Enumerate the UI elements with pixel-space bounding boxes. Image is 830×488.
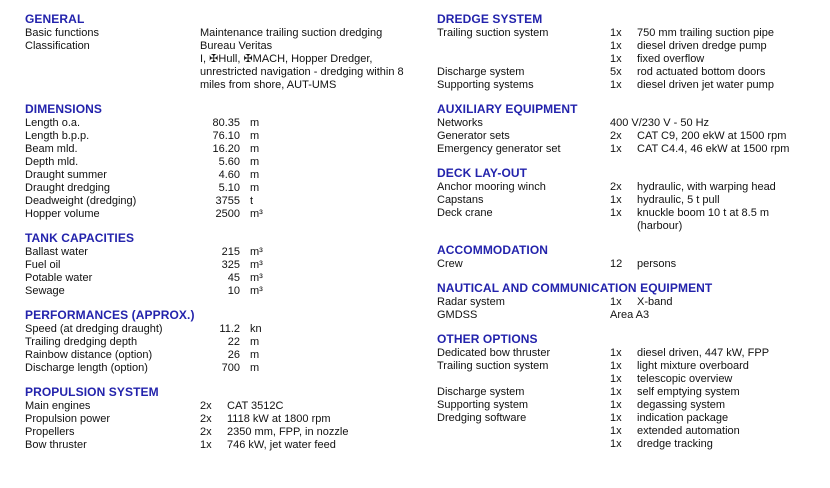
spec-label	[437, 53, 610, 66]
spec-value: I, ✠Hull, ✠MACH, Hopper Dredger,	[200, 53, 373, 65]
spec-value: 746 kW, jet water feed	[227, 439, 336, 451]
spec-number: 80.35	[212, 117, 240, 129]
spec-quantity: 1x	[610, 143, 622, 155]
spec-row	[437, 438, 830, 451]
spec-quantity: 1x	[610, 194, 622, 206]
spec-label	[437, 40, 610, 53]
spec-label: Propellers	[25, 426, 75, 438]
spec-value: unrestricted navigation - dredging within 8	[200, 66, 404, 78]
spec-unit: m	[250, 169, 260, 181]
spec-row	[25, 27, 437, 40]
spec-number: 700	[221, 362, 240, 374]
spec-label: Hopper volume	[25, 208, 100, 220]
spec-row	[437, 79, 830, 92]
section-title-general: GENERAL	[25, 12, 85, 26]
section-title-nautical-communication: NAUTICAL AND COMMUNICATION EQUIPMENT	[437, 281, 713, 295]
spec-value: Area A3	[610, 309, 650, 321]
spec-row	[25, 426, 437, 439]
spec-quantity: 2x	[200, 426, 212, 438]
section-dimensions	[25, 103, 437, 221]
spec-row	[25, 413, 437, 426]
spec-unit: m	[250, 117, 260, 129]
section-title-performances: PERFORMANCES (APPROX.)	[25, 308, 195, 322]
spec-quantity	[610, 220, 637, 233]
spec-number: 5.10	[218, 182, 240, 194]
spec-label: Basic functions	[25, 27, 99, 39]
spec-row	[25, 53, 437, 66]
section-propulsion-system	[25, 386, 437, 452]
spec-row	[25, 208, 437, 221]
spec-unit: m	[250, 143, 260, 155]
spec-label: Fuel oil	[25, 259, 61, 271]
spec-number: 4.60	[218, 169, 240, 181]
spec-value: 1118 kW at 1800 rpm	[227, 413, 331, 425]
spec-unit: m	[250, 182, 260, 194]
section-title-dimensions: DIMENSIONS	[25, 102, 103, 116]
section-title-other-options: OTHER OPTIONS	[437, 332, 538, 346]
spec-label: Sewage	[25, 285, 65, 297]
spec-row	[25, 195, 437, 208]
spec-label: Beam mld.	[25, 143, 78, 155]
spec-row	[437, 181, 830, 194]
spec-quantity: 12	[610, 258, 623, 270]
spec-row	[25, 349, 437, 362]
spec-number: 45	[227, 272, 240, 284]
spec-number: 11.2	[219, 323, 240, 335]
spec-quantity: 2x	[610, 181, 622, 193]
spec-label: Trailing suction system	[437, 27, 549, 39]
spec-label: Length b.p.p.	[25, 130, 90, 142]
spec-unit: m³	[250, 285, 263, 297]
spec-row	[437, 425, 830, 438]
section-performances	[25, 309, 437, 375]
spec-value: extended automation	[637, 425, 740, 437]
section-tank-capacities	[25, 232, 437, 298]
spec-value: light mixture overboard	[637, 360, 749, 372]
section-title-dredge-system: DREDGE SYSTEM	[437, 12, 543, 26]
spec-row	[25, 259, 437, 272]
spec-value: knuckle boom 10 t at 8.5 m	[637, 207, 770, 219]
spec-quantity: 1x	[610, 40, 622, 52]
spec-label: Radar system	[437, 296, 505, 308]
spec-quantity: 1x	[610, 425, 622, 437]
spec-row	[437, 27, 830, 40]
spec-row	[25, 336, 437, 349]
spec-row	[437, 412, 830, 425]
spec-row	[437, 373, 830, 386]
section-accommodation	[437, 244, 830, 271]
spec-label	[25, 79, 200, 92]
spec-value: diesel driven dredge pump	[637, 40, 767, 52]
spec-quantity: 1x	[610, 386, 622, 398]
spec-number: 26	[227, 349, 240, 361]
spec-row	[437, 66, 830, 79]
spec-label: Dedicated bow thruster	[437, 347, 551, 359]
spec-unit: m	[250, 349, 260, 361]
spec-label: Deadweight (dredging)	[25, 195, 137, 207]
spec-unit: kn	[250, 323, 262, 335]
spec-label: Supporting system	[437, 399, 529, 411]
spec-label: Rainbow distance (option)	[25, 349, 153, 361]
spec-number: 325	[221, 259, 240, 271]
spec-number: 22	[227, 336, 240, 348]
spec-label: Crew	[437, 258, 463, 270]
spec-row	[437, 130, 830, 143]
spec-row	[25, 117, 437, 130]
spec-label: Ballast water	[25, 246, 88, 258]
spec-quantity: 1x	[200, 439, 212, 451]
spec-row	[25, 400, 437, 413]
spec-quantity: 1x	[610, 53, 622, 65]
spec-label: Length o.a.	[25, 117, 81, 129]
spec-value: 750 mm trailing suction pipe	[637, 27, 774, 39]
spec-label: Trailing dredging depth	[25, 336, 138, 348]
spec-unit: m³	[250, 208, 263, 220]
spec-label: Trailing suction system	[437, 360, 549, 372]
spec-quantity: 2x	[200, 413, 212, 425]
spec-quantity: 1x	[610, 79, 622, 91]
spec-quantity: 1x	[610, 438, 622, 450]
right-column	[437, 13, 830, 488]
spec-quantity: 1x	[610, 27, 622, 39]
spec-row	[25, 130, 437, 143]
spec-value: 2350 mm, FPP, in nozzle	[227, 426, 349, 438]
spec-number: 10	[227, 285, 240, 297]
spec-number: 16.20	[212, 143, 240, 155]
section-dredge-system	[437, 13, 830, 92]
spec-value: 400 V/230 V - 50 Hz	[610, 117, 710, 129]
spec-label: Potable water	[25, 272, 93, 284]
spec-value: Bureau Veritas	[200, 40, 273, 52]
spec-row	[437, 143, 830, 156]
spec-value: hydraulic, 5 t pull	[637, 194, 720, 206]
spec-row	[437, 296, 830, 309]
spec-row	[437, 309, 830, 322]
spec-row	[437, 360, 830, 373]
section-title-auxiliary-equipment: AUXILIARY EQUIPMENT	[437, 102, 578, 116]
spec-label: Emergency generator set	[437, 143, 561, 155]
spec-label: Discharge system	[437, 66, 525, 78]
spec-label: Dredging software	[437, 412, 527, 424]
spec-value: X-band	[637, 296, 673, 308]
spec-value: diesel driven jet water pump	[637, 79, 774, 91]
spec-unit: m	[250, 336, 260, 348]
spec-label	[437, 373, 610, 386]
spec-row	[437, 347, 830, 360]
spec-label	[25, 53, 200, 66]
spec-quantity: 2x	[610, 130, 622, 142]
spec-label: Draught summer	[25, 169, 107, 181]
spec-label: Discharge system	[437, 386, 525, 398]
spec-label: GMDSS	[437, 309, 478, 321]
spec-unit: m	[250, 130, 260, 142]
spec-row	[437, 117, 830, 130]
spec-row	[25, 439, 437, 452]
section-title-propulsion-system: PROPULSION SYSTEM	[25, 385, 159, 399]
spec-quantity: 1x	[610, 347, 622, 359]
spec-value: persons	[637, 258, 677, 270]
spec-row	[437, 399, 830, 412]
spec-label	[437, 425, 610, 438]
spec-unit: t	[250, 195, 254, 207]
spec-value: indication package	[637, 412, 729, 424]
spec-label	[437, 220, 610, 233]
section-nautical-communication	[437, 282, 830, 322]
section-general	[25, 13, 437, 92]
spec-unit: m³	[250, 246, 263, 258]
spec-row	[25, 285, 437, 298]
section-title-tank-capacities: TANK CAPACITIES	[25, 231, 135, 245]
section-other-options	[437, 333, 830, 451]
spec-quantity: 5x	[610, 66, 622, 78]
spec-row	[437, 220, 830, 233]
spec-label	[25, 66, 200, 79]
spec-value: fixed overflow	[637, 53, 705, 65]
spec-quantity: 1x	[610, 360, 622, 372]
spec-row	[437, 258, 830, 271]
left-column	[25, 13, 437, 488]
spec-row	[25, 169, 437, 182]
spec-unit: m	[250, 156, 260, 168]
spec-label: Propulsion power	[25, 413, 110, 425]
spec-value: degassing system	[637, 399, 726, 411]
spec-quantity: 1x	[610, 296, 622, 308]
spec-value: diesel driven, 447 kW, FPP	[637, 347, 770, 359]
spec-label: Capstans	[437, 194, 484, 206]
spec-value: Maintenance trailing suction dredging	[200, 27, 383, 39]
spec-label: Bow thruster	[25, 439, 87, 451]
spec-label: Discharge length (option)	[25, 362, 148, 374]
spec-unit: m³	[250, 259, 263, 271]
spec-label: Draught dredging	[25, 182, 111, 194]
spec-number: 3755	[215, 195, 240, 207]
spec-quantity: 2x	[200, 400, 212, 412]
spec-label: Main engines	[25, 400, 91, 412]
spec-row	[437, 386, 830, 399]
spec-value: (harbour)	[637, 220, 683, 232]
spec-row	[25, 182, 437, 195]
spec-label	[437, 438, 610, 451]
spec-label: Anchor mooring winch	[437, 181, 546, 193]
spec-value: telescopic overview	[637, 373, 733, 385]
spec-row	[437, 40, 830, 53]
spec-value: hydraulic, with warping head	[637, 181, 776, 193]
spec-row	[25, 143, 437, 156]
spec-row	[25, 66, 437, 79]
spec-label: Deck crane	[437, 207, 493, 219]
spec-value: self emptying system	[637, 386, 740, 398]
spec-value: dredge tracking	[637, 438, 713, 450]
section-title-accommodation: ACCOMMODATION	[437, 243, 549, 257]
spec-unit: m³	[250, 272, 263, 284]
spec-quantity: 1x	[610, 399, 622, 411]
spec-label: Depth mld.	[25, 156, 79, 168]
spec-label: Generator sets	[437, 130, 510, 142]
spec-label: Networks	[437, 117, 483, 129]
spec-row	[25, 272, 437, 285]
spec-quantity: 1x	[610, 207, 622, 219]
spec-row	[25, 40, 437, 53]
spec-label: Speed (at dredging draught)	[25, 323, 163, 335]
spec-row	[25, 323, 437, 336]
spec-number: 76.10	[212, 130, 240, 142]
section-title-deck-lay-out: DECK LAY-OUT	[437, 166, 528, 180]
spec-label: Supporting systems	[437, 79, 534, 91]
spec-value: rod actuated bottom doors	[637, 66, 766, 78]
section-deck-lay-out	[437, 167, 830, 233]
spec-row	[437, 53, 830, 66]
spec-quantity: 1x	[610, 412, 622, 424]
spec-value: CAT 3512C	[227, 400, 284, 412]
spec-value: CAT C4.4, 46 ekW at 1500 rpm	[637, 143, 790, 155]
spec-quantity: 1x	[610, 373, 622, 385]
spec-row	[25, 246, 437, 259]
spec-number: 5.60	[218, 156, 240, 168]
spec-row	[25, 156, 437, 169]
spec-unit: m	[250, 362, 260, 374]
spec-number: 215	[221, 246, 240, 258]
spec-row	[25, 79, 437, 92]
spec-row	[437, 194, 830, 207]
spec-number: 2500	[215, 208, 240, 220]
spec-row	[25, 362, 437, 375]
spec-label: Classification	[25, 40, 90, 52]
spec-row	[437, 207, 830, 220]
spec-value: CAT C9, 200 ekW at 1500 rpm	[637, 130, 787, 142]
spec-value: miles from shore, AUT-UMS	[200, 79, 337, 91]
section-auxiliary-equipment	[437, 103, 830, 156]
